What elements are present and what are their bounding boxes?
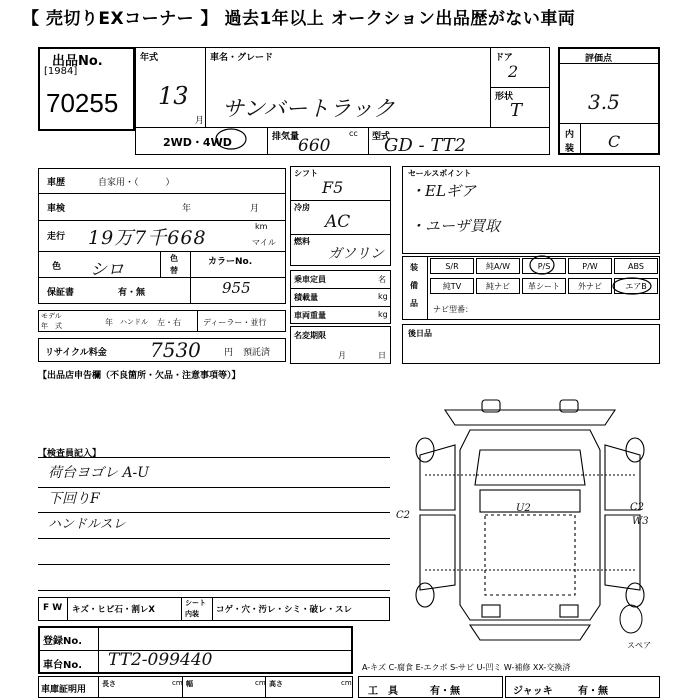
notes-label: 後日品	[408, 329, 432, 338]
spare-tire-icon	[618, 604, 644, 636]
reg-label: 登録No.	[43, 636, 83, 647]
plate-change-day: 日	[378, 351, 386, 360]
lot-label: 出品No.	[52, 54, 103, 69]
model-year-handle: ハンドル	[120, 318, 148, 326]
interior-label-2: 装	[565, 144, 575, 154]
recycle-value: 7530	[150, 338, 201, 362]
tools-label: 工 具	[368, 686, 398, 697]
model-year-handle-value: 左・右	[157, 318, 181, 327]
doors-label: ドア	[495, 53, 513, 63]
condition-items: キズ・ヒビ石・割レX	[72, 605, 155, 615]
cert-height: 高さ	[269, 680, 283, 688]
fuel-label: 燃料	[294, 237, 310, 246]
color-no-label: カラーNo.	[208, 257, 253, 267]
shape-label: 形状	[495, 92, 514, 102]
drive-type: 2WD・4WD	[163, 136, 232, 149]
model-year-label-2: 年 式	[41, 322, 62, 330]
doors-value: 2	[508, 62, 519, 81]
capacity-seats-unit: 名	[378, 275, 386, 284]
navi-label: ナビ型番：	[433, 305, 473, 314]
recycle-unit: 円	[224, 348, 234, 358]
condition-seat-2: 内装	[185, 610, 199, 618]
recycle-label: リサイクル料金	[45, 348, 107, 358]
inspector-label: 【検査員記入】	[38, 449, 102, 459]
plate-change-label: 名変期限	[294, 331, 326, 340]
tools-value: 有・無	[430, 686, 460, 697]
mileage-value: 19万7千668	[88, 227, 207, 249]
history-label: 車歴	[47, 178, 66, 188]
spare-label: スペア	[627, 641, 651, 650]
condition-seat-1: シート	[185, 599, 206, 607]
interior-label-1: 内	[565, 130, 575, 140]
plate-change-month: 月	[338, 351, 346, 360]
model-value: GD - TT2	[384, 135, 467, 156]
inspector-line2: 下回りF	[48, 491, 100, 507]
equipment-label-1: 装	[410, 263, 418, 272]
drive-4wd-circle	[214, 127, 248, 151]
name-value: サンバートラック	[222, 97, 395, 122]
shift-label: シフト	[294, 169, 318, 178]
year-label: 年式	[140, 53, 159, 63]
cert-height-cm: cm	[341, 679, 352, 687]
ps-circle	[528, 254, 556, 276]
score-label: 評価点	[585, 54, 613, 64]
name-label: 車名・グレード	[210, 53, 274, 63]
equipment-item: 純TV	[430, 278, 474, 294]
warranty-value: 有・無	[118, 288, 146, 298]
equipment-label-3: 品	[410, 299, 418, 308]
capacity-weight-unit: kg	[378, 310, 388, 319]
model-year-year: 年	[105, 318, 113, 327]
aircon-value: AC	[325, 212, 351, 232]
cert-length: 長さ	[102, 680, 116, 688]
equipment-item: P/S	[522, 258, 566, 274]
inspection-month: 月	[250, 204, 260, 214]
cert-length-cm: cm	[172, 679, 183, 687]
year-unit: 月	[195, 116, 205, 126]
shape-value: T	[510, 100, 523, 121]
capacity-seats: 乗車定員	[294, 275, 326, 284]
mileage-unit-km: km	[255, 222, 268, 231]
equipment-item: ABS	[614, 258, 658, 274]
jack-label: ジャッキ	[513, 686, 553, 697]
sales-point-line2: ・ユーザ買取	[410, 217, 501, 235]
model-label: 型式	[372, 132, 391, 142]
damage-legend: A-キズ C-腐食 E-エクボ S-サビ U-凹ミ W-補修 XX-交換済	[362, 663, 571, 672]
lot-sub: [1984]	[44, 66, 78, 77]
equipment-label-2: 備	[410, 281, 418, 290]
damage-left: C2	[396, 510, 411, 521]
equipment-item: 外ナビ	[568, 278, 612, 294]
equipment-item: 純A/W	[476, 258, 520, 274]
history-value: 自家用・（ ）	[98, 178, 175, 188]
recycle-deposit: 預託済	[243, 348, 271, 358]
sheet-title: 【 売切りEXコーナー 】 過去1年以上 オークション出品歴がない車両	[22, 9, 576, 29]
damage-center: U2	[516, 503, 531, 514]
cert-width: 幅	[186, 680, 193, 688]
jack-value: 有・無	[578, 686, 608, 697]
capacity-load: 積載量	[294, 293, 318, 302]
inspection-year: 年	[182, 204, 192, 214]
chassis-label: 車台No.	[43, 660, 83, 671]
capacity-load-unit: kg	[378, 292, 388, 301]
chassis-value: TT2-099440	[108, 650, 213, 670]
mileage-label: 走行	[47, 232, 66, 242]
equipment-item: 純ナビ	[476, 278, 520, 294]
model-year-label-1: モデル	[41, 312, 62, 320]
inspector-line1: 荷台ヨゴレ A-U	[48, 465, 150, 481]
displacement-unit: cc	[349, 129, 358, 138]
condition-seat-items: コゲ・穴・汚レ・シミ・破レ・スレ	[216, 605, 353, 615]
color-no-value: 955	[222, 279, 251, 297]
sales-point-line1: ・ELギア	[410, 182, 476, 200]
capacity-weight: 車両重量	[294, 311, 326, 320]
mileage-unit-mile: マイル	[252, 238, 276, 247]
color-change-1: 色	[170, 254, 178, 263]
color-change-2: 替	[170, 266, 178, 275]
equipment-item: 革シート	[522, 278, 566, 294]
equipment-item: P/W	[568, 258, 612, 274]
score-value: 3.5	[588, 90, 620, 114]
year-value: 13	[158, 82, 189, 110]
displacement-value: 660	[298, 136, 331, 156]
inspector-line3: ハンドルスレ	[48, 517, 126, 532]
damage-right-1: C2	[630, 502, 645, 513]
fuel-value: ガソリン	[328, 246, 384, 262]
airbag-circle	[611, 276, 653, 296]
seller-note-label: 【出品店申告欄（不良箇所・欠品・注意事項等）】	[38, 371, 241, 381]
warranty-label: 保証書	[47, 288, 75, 298]
interior-value: C	[608, 132, 621, 151]
equipment-item: エアB	[614, 278, 658, 294]
equipment-item: S/R	[430, 258, 474, 274]
cert-label: 車庫証明用	[41, 685, 87, 695]
displacement-label: 排気量	[272, 132, 300, 142]
color-value: シロ	[90, 260, 124, 280]
damage-right-2: W3	[632, 516, 649, 527]
lot-number: 70255	[46, 88, 119, 118]
sales-point-label: セールスポイント	[408, 169, 472, 178]
cert-width-cm: cm	[255, 679, 266, 687]
shift-value: F5	[322, 178, 344, 197]
inspection-label: 車検	[47, 204, 66, 214]
model-year-dealer: ディーラー・並行	[203, 318, 267, 327]
color-label: 色	[52, 262, 62, 272]
notes-box	[402, 324, 660, 364]
aircon-label: 冷房	[294, 203, 310, 212]
condition-fw: F W	[43, 603, 63, 613]
